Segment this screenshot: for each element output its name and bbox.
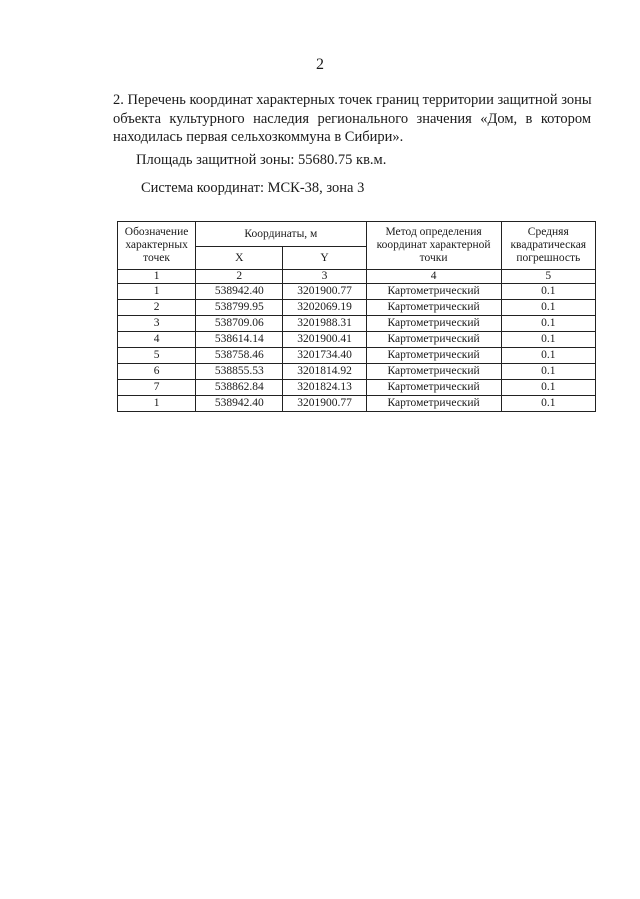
cell-error: 0.1 <box>501 396 595 412</box>
column-number: 3 <box>283 270 366 284</box>
cell-point: 1 <box>118 284 196 300</box>
cell-x: 538855.53 <box>196 364 283 380</box>
column-number: 2 <box>196 270 283 284</box>
table-row <box>118 316 596 332</box>
paragraph-line: 2. Перечень координат характерных точек границ территории защитной зоны <box>113 92 592 108</box>
cell-point: 2 <box>118 300 196 316</box>
cell-point: 4 <box>118 332 196 348</box>
table-row <box>118 332 596 348</box>
cell-x: 538614.14 <box>196 332 283 348</box>
cell-method: Картометрический <box>366 300 501 316</box>
table-row <box>118 300 596 316</box>
header-method: Метод определения координат характерной точки <box>366 222 501 270</box>
list-heading-paragraph <box>113 91 591 147</box>
cell-x: 538942.40 <box>196 396 283 412</box>
cell-point: 3 <box>118 316 196 332</box>
cell-point: 5 <box>118 348 196 364</box>
cell-x: 538709.06 <box>196 316 283 332</box>
cell-x: 538942.40 <box>196 284 283 300</box>
cell-y: 3201824.13 <box>283 380 366 396</box>
cell-method: Картометрический <box>366 396 501 412</box>
coordinate-system: Система координат: МСК-38, зона 3 <box>141 180 365 196</box>
protected-zone-area: Площадь защитной зоны: 55680.75 кв.м. <box>136 152 387 168</box>
cell-y: 3201900.77 <box>283 284 366 300</box>
header-coordinates: Координаты, м <box>196 222 366 247</box>
cell-error: 0.1 <box>501 300 595 316</box>
cell-method: Картометрический <box>366 332 501 348</box>
cell-y: 3202069.19 <box>283 300 366 316</box>
cell-y: 3201814.92 <box>283 364 366 380</box>
cell-error: 0.1 <box>501 316 595 332</box>
header-x: X <box>196 247 283 270</box>
cell-method: Картометрический <box>366 380 501 396</box>
cell-method: Картометрический <box>366 348 501 364</box>
cell-method: Картометрический <box>366 364 501 380</box>
header-error: Средняя квадратическая погрешность <box>501 222 595 270</box>
cell-point: 7 <box>118 380 196 396</box>
cell-point: 1 <box>118 396 196 412</box>
cell-y: 3201900.77 <box>283 396 366 412</box>
cell-error: 0.1 <box>501 348 595 364</box>
cell-error: 0.1 <box>501 284 595 300</box>
cell-y: 3201988.31 <box>283 316 366 332</box>
cell-error: 0.1 <box>501 332 595 348</box>
header-y: Y <box>283 247 366 270</box>
column-number: 1 <box>118 270 196 284</box>
cell-point: 6 <box>118 364 196 380</box>
table-row <box>118 380 596 396</box>
table-row <box>118 364 596 380</box>
table-row <box>118 284 596 300</box>
cell-error: 0.1 <box>501 364 595 380</box>
header-designation: Обозначение характерных точек <box>118 222 196 270</box>
paragraph-line: находилась первая сельхозкоммуна в Сибири». <box>113 129 404 145</box>
table-row <box>118 396 596 412</box>
paragraph-line: объекта культурного наследия регионального значения «Дом, в котором <box>113 110 591 127</box>
cell-x: 538758.46 <box>196 348 283 364</box>
cell-method: Картометрический <box>366 316 501 332</box>
cell-y: 3201734.40 <box>283 348 366 364</box>
coordinates-table <box>117 221 596 412</box>
column-number: 4 <box>366 270 501 284</box>
cell-y: 3201900.41 <box>283 332 366 348</box>
cell-method: Картометрический <box>366 284 501 300</box>
table-row <box>118 348 596 364</box>
column-number: 5 <box>501 270 595 284</box>
cell-x: 538799.95 <box>196 300 283 316</box>
page-number: 2 <box>316 56 324 73</box>
cell-x: 538862.84 <box>196 380 283 396</box>
cell-error: 0.1 <box>501 380 595 396</box>
